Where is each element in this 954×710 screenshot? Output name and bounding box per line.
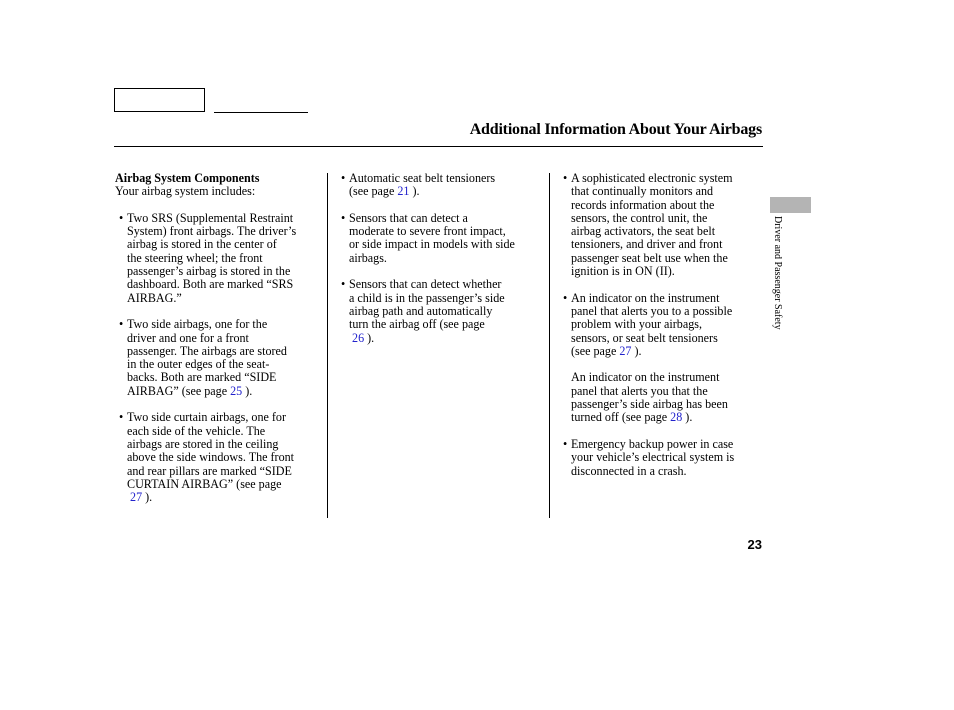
bullet-icon: • — [119, 410, 124, 425]
bullet-icon: • — [563, 171, 568, 185]
bullet-icon: • — [563, 290, 568, 305]
bullet-icon: • — [563, 436, 568, 451]
list-item-indicator: • An indicator on the instrument panel that alerts you to a possible problem with your airbags, sensors, or seat belt tensioners (see page 27 ). — [563, 290, 733, 358]
title-rule — [114, 146, 763, 147]
section-intro: Your airbag system includes: — [115, 184, 256, 199]
bullet-icon: • — [119, 317, 124, 332]
list-item-impact-sensors: • Sensors that can detect a moderate to severe front impact, or side impact in models with side airbags. — [341, 210, 515, 265]
page-link-26[interactable]: 26 — [352, 330, 365, 345]
column-left — [115, 172, 325, 504]
page-link-21[interactable]: 21 — [397, 184, 410, 199]
list-item-tensioners: • Automatic seat belt tensioners (see page 21 ). — [341, 171, 496, 199]
nav-box[interactable] — [114, 88, 205, 112]
page-title: Additional Information About Your Airbags — [469, 121, 762, 138]
section-heading: Airbag System Components — [115, 171, 260, 185]
bullet-icon: • — [341, 210, 346, 225]
list-item-backup-power: • Emergency backup power in case your vehicle’s electrical system is disconnected in a crash. — [563, 436, 735, 478]
indicator-note-passenger-airbag: An indicator on the instrument panel that alerts you that the passenger’s side airbag has been turned off (see page 28 ). — [571, 370, 728, 425]
bullet-icon: • — [341, 171, 346, 185]
nav-underline-link[interactable] — [214, 112, 308, 113]
column-right — [559, 172, 764, 478]
page-link-27[interactable]: 27 — [130, 490, 143, 505]
list-item-side-airbags: • Two side airbags, one for the driver and one for a front passenger. The airbags are stored in the outer edges of the seat- backs. Both are marked “SIDE AIRBAG” (see page 25 ). — [119, 317, 287, 398]
bullet-icon: • — [341, 277, 346, 292]
page-link-28[interactable]: 28 — [670, 410, 683, 425]
column-divider-1 — [327, 173, 328, 518]
page-number: 23 — [747, 537, 762, 552]
section-tab-label: Driver and Passenger Safety — [772, 216, 783, 330]
section-tab-marker — [770, 197, 811, 213]
list-item-front-airbags: • Two SRS (Supplemental Restraint System) front airbags. The driver’s airbag is stored in the center of the steering wheel; the front passenger’s airbag is stored in the dashboard. Both are marked “SRS AIRBAG.” — [119, 210, 297, 305]
list-item-curtain-airbags: • Two side curtain airbags, one for each side of the vehicle. The airbags are stored in the ceiling above the side windows. The front and rear pillars are marked “SIDE CURTAIN AIRBAG” (see page 27 ). — [119, 410, 295, 505]
list-item-child-sensors: • Sensors that can detect whether a child is in the passenger’s side airbag path and automatically turn the airbag off (see page 26 ). — [341, 277, 505, 345]
column-divider-2 — [549, 173, 550, 518]
bullet-icon: • — [119, 210, 124, 225]
column-middle — [337, 172, 542, 345]
list-item-electronic-system: • A sophisticated electronic system that continually monitors and records information about the sensors, the control unit, the airbag activators, the seat belt tensioners, and driver and front passenger seat belt use when the ignition is in ON (II). — [563, 171, 733, 279]
page-link-25[interactable]: 25 — [230, 383, 243, 398]
page-link-27[interactable]: 27 — [619, 343, 632, 358]
